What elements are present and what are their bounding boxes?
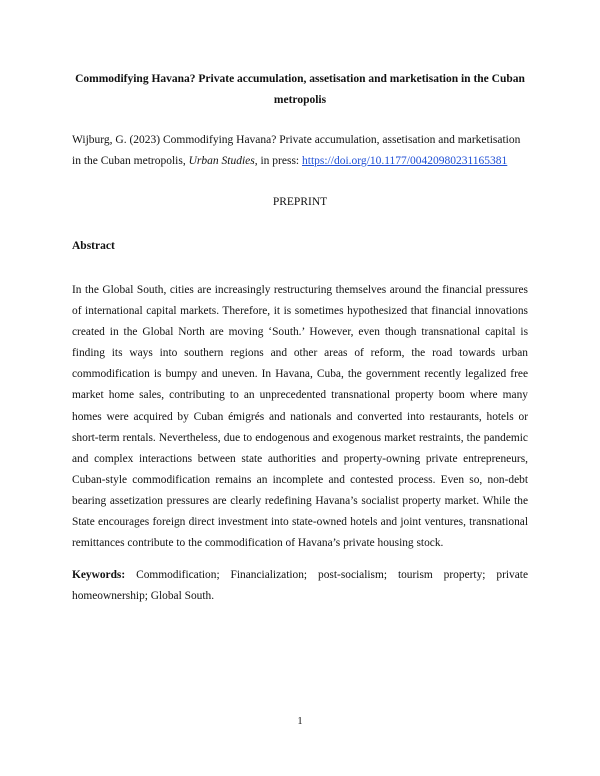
citation-middle: , in press: [254,155,302,167]
keywords-list: Commodification; Financialization; post-socialism; tourism property; private homeownership; Global South. [72,569,528,602]
citation-journal: Urban Studies [188,155,255,167]
page-number: 1 [297,716,303,727]
doi-link[interactable]: https://doi.org/10.1177/00420980231165381 [302,155,508,167]
keywords-label: Keywords: [72,569,126,581]
preprint-label: PREPRINT [272,196,328,208]
abstract-text: In the Global South, cities are increasingly restructuring themselves around the financial pressures of international capital markets. Therefore, it is sometimes hypothesized that financial innovations created in the Global North are moving ‘South.’ However, even though transnational capital is finding its ways into southern regions and other areas of reform, the road towards urban commodification is bumpy and uneven. In Havana, Cuba, the government recently legalized free market home sales, contributing to an unprecedented transnational property boom where many homes were acquired by Cuban émigrés and nationals and converted into restaurants, hotels or short-term rentals. Nevertheless, due to endogenous and exogenous market restraints, the pandemic and complex interactions between state authorities and property-owning private entrepreneurs, Cuban-style commodification remains an incomplete and contested process. Even so, non-debt bearing assetization pressures are clearly redefining Havana’s socialist property market. While the State encourages foreign direct investment into state-owned hotels and joint ventures, transnational remittances contribute to the commodification of Havana’s private housing stock. [72,284,528,550]
keywords [72,565,528,607]
abstract-heading: Abstract [72,240,115,252]
paper-title: Commodifying Havana? Private accumulation, assetisation and marketisation in the Cuban metropolis [75,73,525,106]
citation [72,130,532,172]
citation-prefix: Wijburg, G. (2023) Commodifying Havana? Private accumulation, assetisation and marketisation in the Cuban metropolis, [72,134,521,167]
